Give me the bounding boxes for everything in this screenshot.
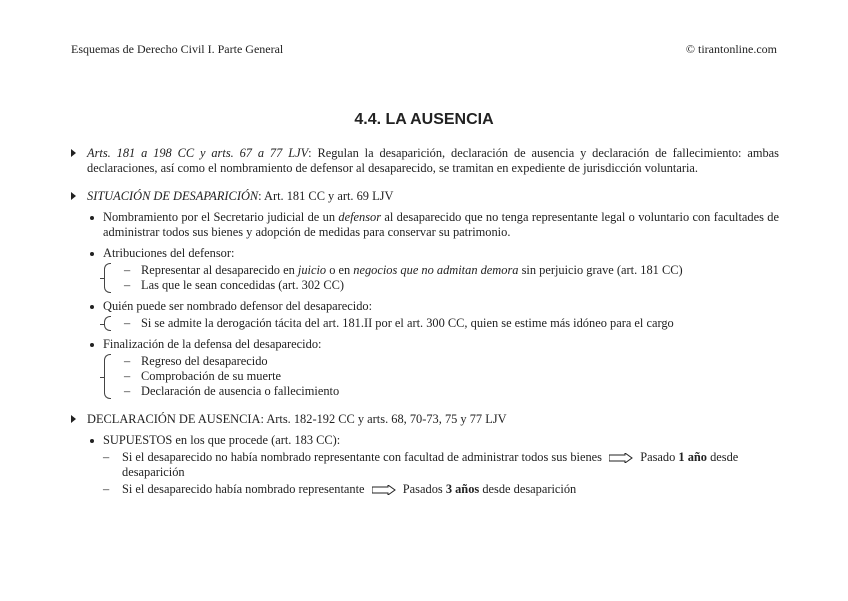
sub-text-em: juicio (297, 263, 327, 277)
sub-text: Si el desaparecido había nombrado representante (122, 482, 365, 496)
header-right: © tirantonline.com (685, 42, 777, 56)
quien-label: Quién puede ser nombrado defensor del desaparecido: (103, 299, 373, 313)
finalizacion-brace-group (104, 354, 779, 399)
declaracion-heading: DECLARACIÓN DE AUSENCIA: Arts. 182-192 CC y arts. 68, 70-73, 75 y 77 LJV (87, 412, 507, 426)
sub-text: Si se admite la derogación tácita del art. 181.II por el art. 300 CC, quien se estime más idóneo para el cargo (141, 316, 674, 330)
list-item-quien (71, 299, 779, 314)
dash: – (124, 278, 131, 292)
section-desaparicion (71, 189, 779, 204)
desaparicion-heading: SITUACIÓN DE DESAPARICIÓN (87, 189, 259, 203)
list-item-atribuciones (71, 246, 779, 261)
sub-text: Regreso del desaparecido (141, 354, 268, 368)
triangle-bullet-icon (71, 192, 76, 200)
bullet-icon (90, 252, 94, 256)
sub-item (124, 369, 779, 384)
result-text-bold: 3 años (445, 482, 480, 496)
atribuciones-label: Atribuciones del defensor: (103, 246, 235, 260)
sub-text: Las que le sean concedidas (art. 302 CC) (141, 278, 344, 292)
dash: – (124, 263, 131, 277)
finalizacion-label: Finalización de la defensa del desaparecido: (103, 337, 322, 351)
result-text: Pasados (402, 482, 446, 496)
quien-brace-group (104, 316, 779, 331)
sub-text: sin perjuicio grave (art. 181 CC) (518, 263, 683, 277)
arrow-right-icon (609, 453, 633, 463)
arrow-right-icon (372, 485, 396, 495)
nombramiento-text-post: al desaparecido que no tenga representante legal o voluntario con facultades de administrar todos sus bienes y adopción de medidas para conservar su patrimonio. (103, 210, 779, 239)
sub-text: o en (326, 263, 354, 277)
triangle-bullet-icon (71, 149, 76, 157)
sub-text: Si el desaparecido no había nombrado representante con facultad de administrar todos sus bienes (122, 450, 602, 464)
section-articles (71, 146, 779, 176)
header-left: Esquemas de Derecho Civil I. Parte General (71, 42, 284, 56)
articles-ref: Arts. 181 a 198 CC y arts. 67 a 77 LJV (87, 146, 309, 160)
sub-item (124, 263, 779, 278)
sub-text: Comprobación de su muerte (141, 369, 282, 383)
brace-icon (104, 316, 111, 331)
triangle-bullet-icon (71, 415, 76, 423)
dash: – (124, 354, 131, 368)
brace-icon (104, 263, 111, 293)
brace-icon (104, 354, 111, 399)
articles-text: : Regulan la desaparición, declaración de ausencia y declaración de fallecimiento: ambas declaraciones, así como el nombramiento de defensor al desaparecido, se tramitan en expediente de jurisdicción voluntaria. (87, 146, 779, 175)
sub-text-em: negocios que no admitan demora (353, 263, 519, 277)
sub-item (124, 316, 779, 331)
sub-item (71, 482, 779, 497)
dash: – (124, 369, 131, 383)
content (71, 146, 779, 497)
list-item-nombramiento (71, 210, 779, 240)
sub-item (124, 278, 779, 293)
list-item-finalizacion (71, 337, 779, 352)
nombramiento-text-pre: Nombramiento por el Secretario judicial de un (103, 210, 339, 224)
sub-text: Declaración de ausencia o fallecimiento (141, 384, 340, 398)
dash: – (103, 482, 110, 496)
dash: – (124, 384, 131, 398)
result-text: desde desaparición (122, 450, 739, 479)
section-declaracion (71, 412, 779, 427)
atribuciones-brace-group (104, 263, 779, 293)
list-item-supuestos (71, 433, 779, 448)
bullet-icon (90, 305, 94, 309)
result-text: Pasado (640, 450, 679, 464)
sub-item (71, 450, 779, 480)
bullet-icon (90, 439, 94, 443)
sub-item (124, 384, 779, 399)
result-text: desde desaparición (479, 482, 577, 496)
dash: – (124, 316, 131, 330)
dash: – (103, 450, 110, 464)
desaparicion-ref: : Art. 181 CC y art. 69 LJV (258, 189, 394, 203)
bullet-icon (90, 343, 94, 347)
page-title: 4.4. LA AUSENCIA (354, 111, 494, 128)
sub-item (124, 354, 779, 369)
supuestos-label: SUPUESTOS en los que procede (art. 183 CC): (103, 433, 341, 447)
bullet-icon (90, 216, 94, 220)
result-text-bold: 1 año (678, 450, 707, 464)
sub-text: Representar al desaparecido en (141, 263, 298, 277)
nombramiento-text-em: defensor (338, 210, 382, 224)
